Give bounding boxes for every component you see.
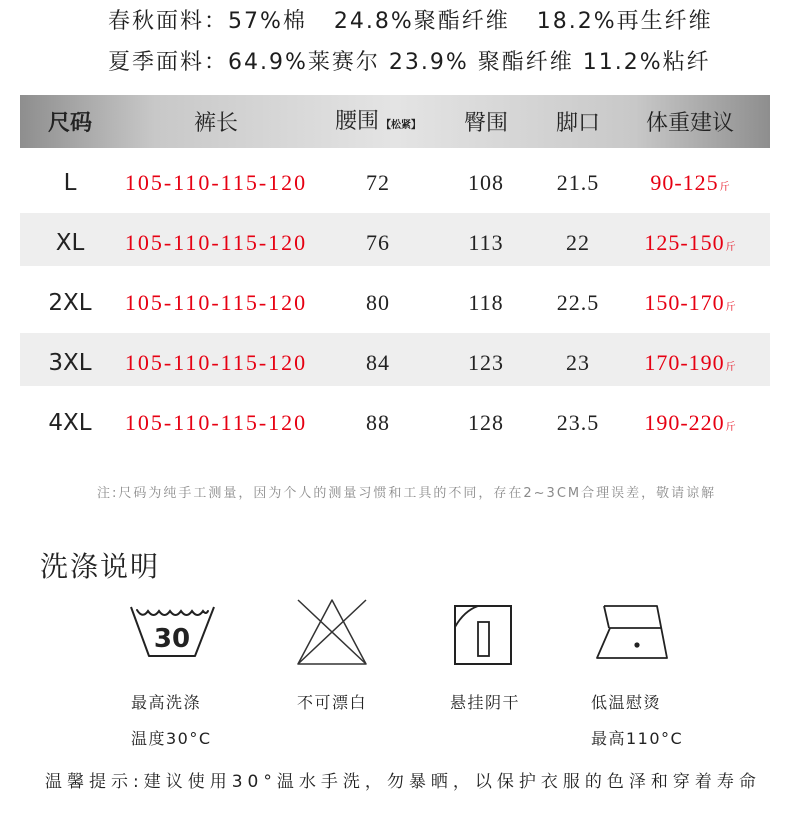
care-label-wash: 最高洗涤 (131, 693, 202, 712)
cell-waist: 80 (366, 290, 390, 315)
weight-range: 90-125 (650, 170, 719, 195)
cell-hip: 128 (468, 410, 504, 435)
cell-size: 2XL (48, 290, 92, 316)
cell-size: XL (55, 230, 85, 256)
cell-cuff: 22.5 (556, 290, 600, 315)
cell-cuff: 21.5 (556, 170, 600, 195)
cell-waist: 76 (366, 230, 390, 255)
cell-weight (628, 350, 752, 376)
fabric-spring-autumn: 春秋面料：57%棉 24.8%聚酯纤维 18.2%再生纤维 (108, 9, 713, 34)
cell-length: 105-110-115-120 (124, 350, 308, 375)
cell-length: 105-110-115-120 (124, 230, 308, 255)
cell-waist: 72 (366, 170, 390, 195)
header-weight: 体重建议 (645, 111, 734, 136)
cell-length: 105-110-115-120 (124, 290, 308, 315)
care-detail-wash: 温度30°C (131, 729, 212, 748)
size-table-header (20, 95, 770, 148)
cell-length: 105-110-115-120 (124, 410, 308, 435)
no-bleach-icon (295, 597, 369, 667)
cell-cuff: 22 (566, 230, 590, 255)
cell-size: L (63, 170, 77, 196)
size-row-4xl (20, 393, 770, 453)
measurement-note: 注:尺码为纯手工测量，因为个人的测量习惯和工具的不同，存在2~3CM合理误差，敬请谅解 (97, 486, 717, 501)
wash-temperature-number: 30 (153, 624, 191, 654)
weight-range: 170-190 (644, 350, 725, 375)
cell-cuff: 23 (566, 350, 590, 375)
weight-unit: 斤 (725, 242, 736, 253)
care-instructions-title: 洗涤说明 (40, 550, 161, 583)
weight-unit: 斤 (725, 302, 736, 313)
cell-hip: 108 (468, 170, 504, 195)
size-table-body (20, 153, 770, 453)
hang-dry-shade-icon (452, 603, 514, 667)
size-row-2xl (20, 273, 770, 333)
care-label-no-bleach: 不可漂白 (297, 693, 368, 712)
cell-size: 4XL (48, 410, 92, 436)
weight-range: 150-170 (644, 290, 725, 315)
cell-weight (628, 230, 752, 256)
cell-length: 105-110-115-120 (124, 170, 308, 195)
cell-weight (628, 410, 752, 436)
weight-range: 125-150 (644, 230, 725, 255)
cell-waist: 88 (366, 410, 390, 435)
cell-hip: 113 (468, 230, 504, 255)
cell-hip: 123 (468, 350, 504, 375)
header-waist (312, 95, 444, 152)
weight-unit: 斤 (725, 422, 736, 433)
weight-range: 190-220 (644, 410, 725, 435)
weight-unit: 斤 (725, 362, 736, 373)
cell-hip: 118 (468, 290, 504, 315)
size-row-l (20, 153, 770, 213)
fabric-summer: 夏季面料：64.9%莱赛尔 23.9% 聚酯纤维 11.2%粘纤 (108, 50, 711, 75)
warm-tip: 温馨提示:建议使用30°温水手洗，勿暴晒，以保护衣服的色泽和穿着寿命 (45, 772, 761, 792)
header-size: 尺码 (47, 111, 92, 136)
header-waist-label: 腰围 (334, 109, 379, 134)
low-iron-icon (594, 601, 672, 663)
care-detail-iron: 最高110°C (591, 729, 684, 748)
care-label-hang-dry: 悬挂阴干 (450, 693, 521, 712)
cell-waist: 84 (366, 350, 390, 375)
size-row-xl (20, 213, 770, 273)
care-label-iron: 低温慰烫 (591, 693, 662, 712)
header-cuff: 脚口 (555, 111, 600, 136)
cell-weight (628, 290, 752, 316)
cell-weight (628, 170, 752, 196)
cell-size: 3XL (48, 350, 92, 376)
hand-wash-30-icon (127, 600, 219, 664)
cell-cuff: 23.5 (556, 410, 600, 435)
header-waist-note: 【松紧】 (381, 120, 421, 131)
size-row-3xl (20, 333, 770, 393)
header-hip: 臀围 (463, 111, 508, 136)
header-length: 裤长 (193, 111, 238, 136)
weight-unit: 斤 (719, 182, 730, 193)
